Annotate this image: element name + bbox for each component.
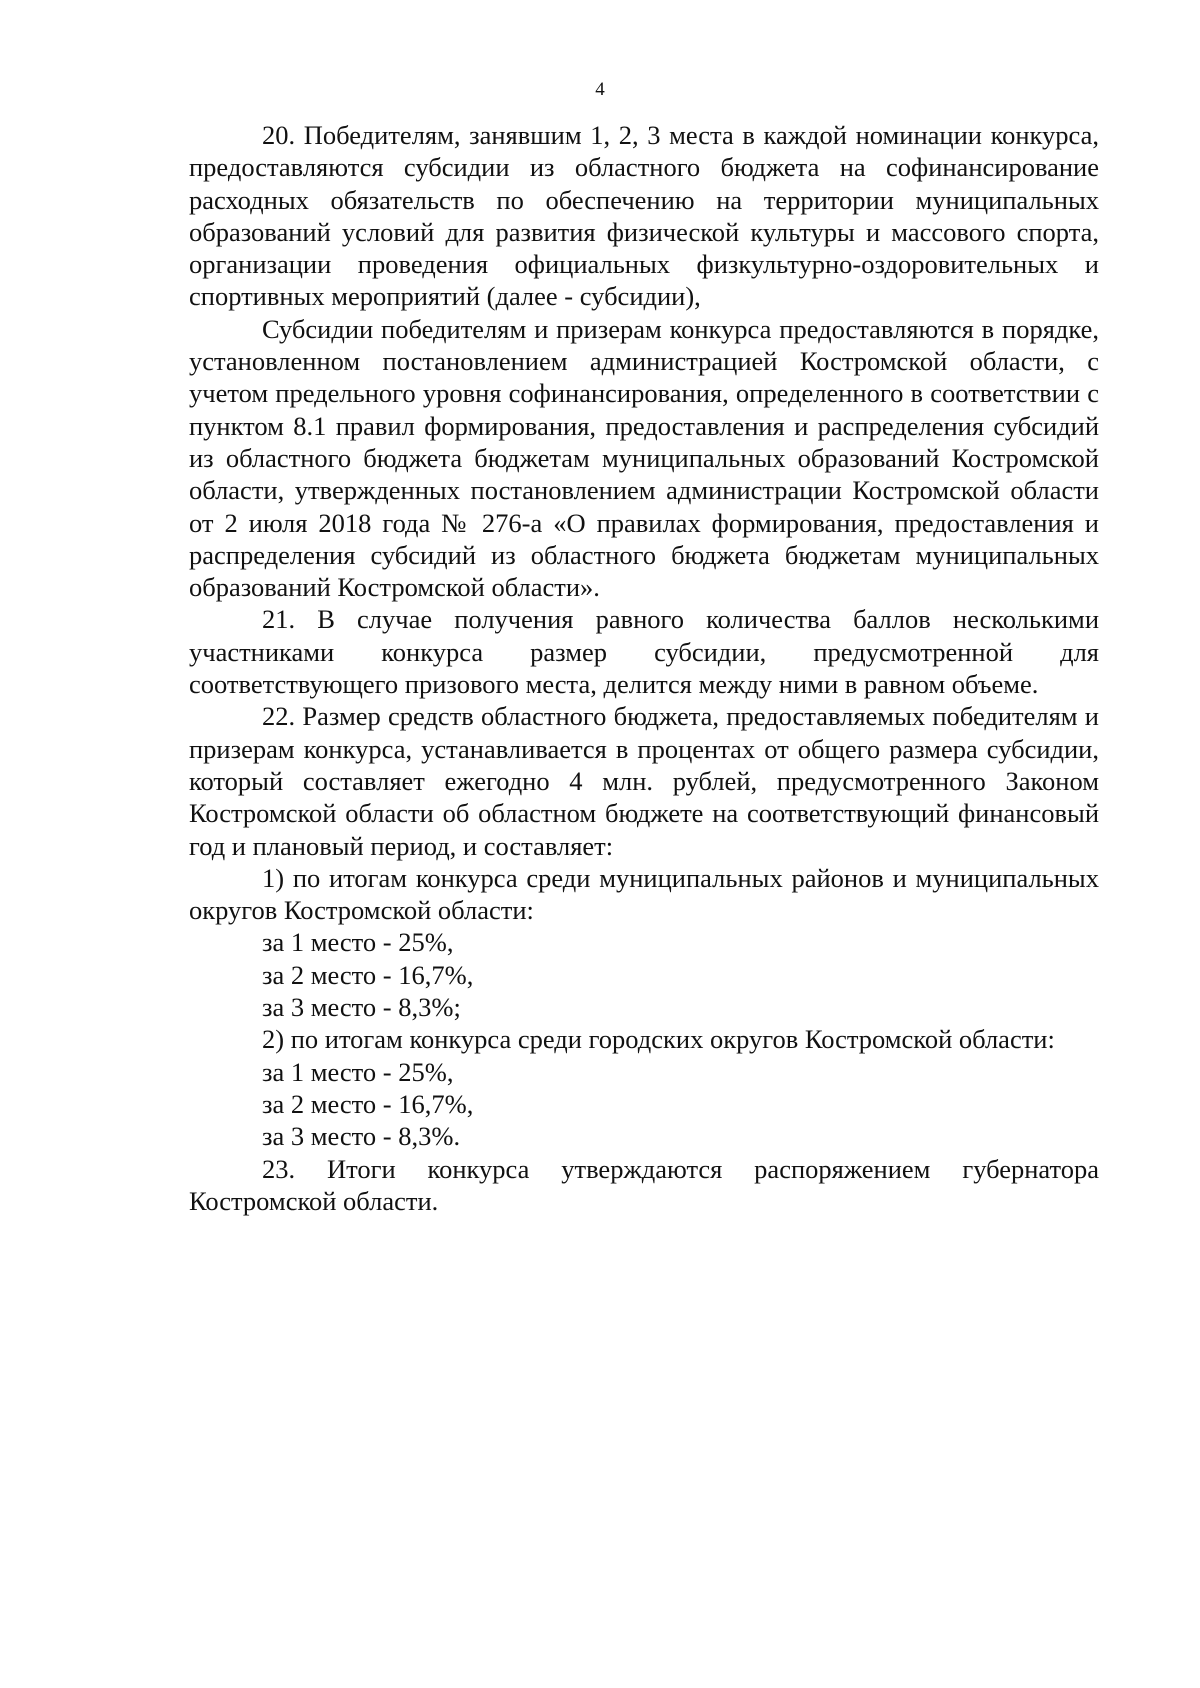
document-body: [189, 119, 1099, 1217]
paragraph-22-1: 1) по итогам конкурса среди муниципальных районов и муниципальных округов Костромской области:: [189, 862, 1099, 926]
paragraph-21: 21. В случае получения равного количества баллов несколькими участниками конкурса размер субсидии, предусмотренной для соответствующего призового места, делится между ними в равном объеме.: [189, 604, 1099, 700]
paragraph-20: 20. Победителям, занявшим 1, 2, 3 места в каждой номинации конкурса, предоставляются субсидии из областного бюджета на софинансирование расходных обязательств по обеспечению на территории муниципальных образований условий для развития физической культуры и массового спорта, организации проведения официальных физкультурно-оздоровительных и спортивных мероприятий (далее - субсидии),: [189, 120, 1099, 312]
list-item: за 3 место - 8,3%.: [262, 1121, 461, 1152]
list-item: за 1 место - 25%,: [262, 1056, 454, 1087]
list-item: за 3 место - 8,3%;: [262, 992, 461, 1023]
list-item: за 1 место - 25%,: [262, 927, 454, 958]
page-number: 4: [595, 79, 605, 100]
paragraph-22-2: 2) по итогам конкурса среди городских округов Костромской области:: [262, 1024, 1055, 1055]
list-item: за 2 место - 16,7%,: [262, 1088, 474, 1119]
list-item: за 2 место - 16,7%,: [262, 959, 474, 990]
paragraph-20-subsidies: Субсидии победителям и призерам конкурса предоставляются в порядке, установленном постановлением администрацией Костромской области, с учетом предельного уровня софинансирования, определенного в соответствии с пунктом 8.1 правил формирования, предоставления и распределения субсидий из областного бюджета бюджетам муниципальных образований Костромской области, утвержденных постановлением администрации Костромской области от 2 июля 2018 года № 276-а «О правилах формирования, предоставления и распределения субсидий из областного бюджета бюджетам муниципальных образований Костромской области».: [189, 313, 1099, 603]
paragraph-22: 22. Размер средств областного бюджета, предоставляемых победителям и призерам конкурса, устанавливается в процентах от общего размера субсидии, который составляет ежегодно 4 млн. рублей, предусмотренного Законом Костромской области об областном бюджете на соответствующий финансовый год и плановый период, и составляет:: [189, 701, 1099, 861]
paragraph-23: 23. Итоги конкурса утверждаются распоряжением губернатора Костромской области.: [189, 1153, 1099, 1216]
